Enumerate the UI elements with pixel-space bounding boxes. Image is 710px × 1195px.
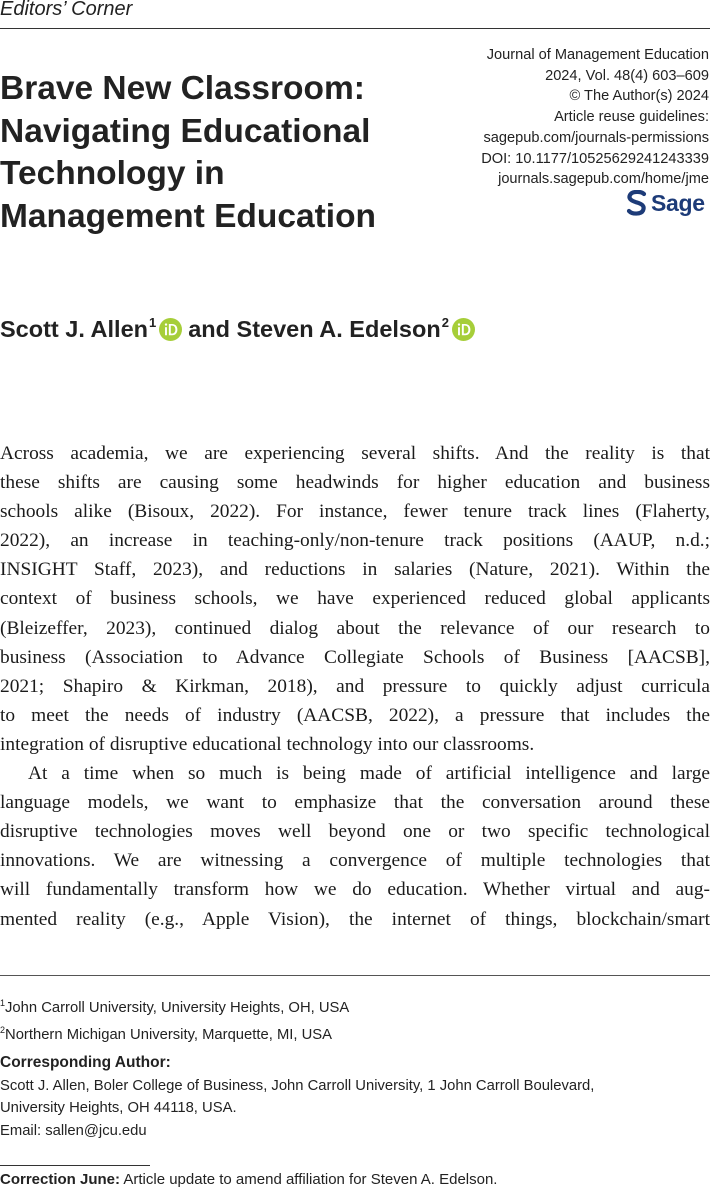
orcid-icon[interactable]: [159, 318, 182, 341]
body-line: mented reality (e.g., Apple Vision), the internet of things, blockchain/smart: [0, 908, 710, 930]
journal-volume: 2024, Vol. 48(4) 603–609: [545, 67, 709, 84]
sage-logo: [626, 188, 710, 218]
footnote-rule: [0, 975, 710, 976]
header-rule: [0, 28, 710, 29]
title-line: Technology in: [0, 155, 225, 192]
author-name[interactable]: Scott J. Allen: [0, 316, 148, 342]
article-title: [0, 68, 440, 238]
body-line: business (Association to Advance Collegiate Schools of Business [AACSB],: [0, 646, 710, 668]
sage-wordmark: Sage: [651, 189, 705, 216]
body-line: these shifts are causing some headwinds for higher education and business: [0, 472, 710, 494]
article-body: [0, 439, 710, 934]
affiliation-number: 1: [0, 998, 6, 1008]
permissions-link[interactable]: sagepub.com/journals-permissions: [483, 129, 709, 146]
title-line: Navigating Educational: [0, 112, 371, 150]
body-line: 2021; Shapiro & Kirkman, 2018), and pressure to quickly adjust curricula: [0, 675, 710, 697]
affiliation-text: John Carroll University, University Heights, OH, USA: [5, 999, 350, 1016]
correction-text: Article update to amend affiliation for Steven A. Edelson.: [120, 1171, 498, 1188]
corresponding-line: University Heights, OH 44118, USA.: [0, 1100, 237, 1116]
correction-rule: [0, 1165, 150, 1166]
orcid-icon[interactable]: [452, 318, 475, 341]
journal-home-link[interactable]: journals.sagepub.com/home/jme: [498, 171, 709, 188]
corresponding-author: [0, 1052, 594, 1142]
author-list: [0, 316, 481, 343]
author-conjunction: and: [188, 316, 231, 342]
body-line: context of business schools, we have experienced reduced global applicants: [0, 588, 710, 610]
body-line: integration of disruptive educational technology into our classrooms.: [0, 733, 535, 755]
body-line: schools alike (Bisoux, 2022). For instance, fewer tenure track lines (Flaherty,: [0, 501, 710, 523]
body-line: will fundamentally transform how we do education. Whether virtual and aug-: [0, 879, 710, 901]
sage-s-icon: [626, 190, 648, 216]
reuse-label: Article reuse guidelines:: [554, 109, 709, 126]
affiliation-item: [0, 1019, 349, 1046]
journal-info: [481, 45, 709, 190]
title-line: Management Education: [0, 197, 376, 235]
section-label: Editors’ Corner: [0, 0, 133, 20]
corresponding-heading: Corresponding Author:: [0, 1054, 171, 1071]
body-line: INSIGHT Staff, 2023), and reductions in salaries (Nature, 2021). Within the: [0, 559, 710, 581]
affiliations: [0, 992, 349, 1046]
affiliation-item: [0, 992, 349, 1019]
body-line: (Bleizeffer, 2023), continued dialog about the relevance of our research to: [0, 617, 710, 639]
body-line: to meet the needs of industry (AACSB, 2022), a pressure that includes the: [0, 704, 710, 726]
body-line: disruptive technologies moves well beyond one or two specific technological: [0, 821, 710, 843]
copyright: © The Author(s) 2024: [569, 88, 709, 105]
body-line: innovations. We are witnessing a convergence of multiple technologies that: [0, 850, 710, 872]
affiliation-marker: 1: [149, 315, 157, 330]
body-line: At a time when so much is being made of artificial intelligence and large: [28, 763, 710, 785]
journal-name: Journal of Management Education: [486, 47, 709, 63]
author-name[interactable]: Steven A. Edelson: [236, 316, 441, 342]
title-line: Brave New Classroom:: [0, 70, 365, 107]
body-line: Across academia, we are experiencing several shifts. And the reality is that: [0, 443, 710, 464]
correction-label: Correction June:: [0, 1171, 121, 1188]
body-line: language models, we want to emphasize that the conversation around these: [0, 792, 710, 814]
affiliation-number: 2: [0, 1024, 6, 1035]
corresponding-line: Scott J. Allen, Boler College of Business, John Carroll University, 1 John Carroll Boulevard,: [0, 1077, 595, 1094]
affiliation-marker: 2: [441, 315, 449, 330]
affiliation-text: Northern Michigan University, Marquette, MI, USA: [5, 1026, 333, 1043]
corresponding-email[interactable]: Email: sallen@jcu.edu: [0, 1122, 147, 1139]
correction-note: [0, 1171, 497, 1188]
body-line: 2022), an increase in teaching-only/non-tenure track positions (AAUP, n.d.;: [0, 530, 710, 552]
doi-link[interactable]: DOI: 10.1177/10525629241243339: [481, 150, 709, 167]
